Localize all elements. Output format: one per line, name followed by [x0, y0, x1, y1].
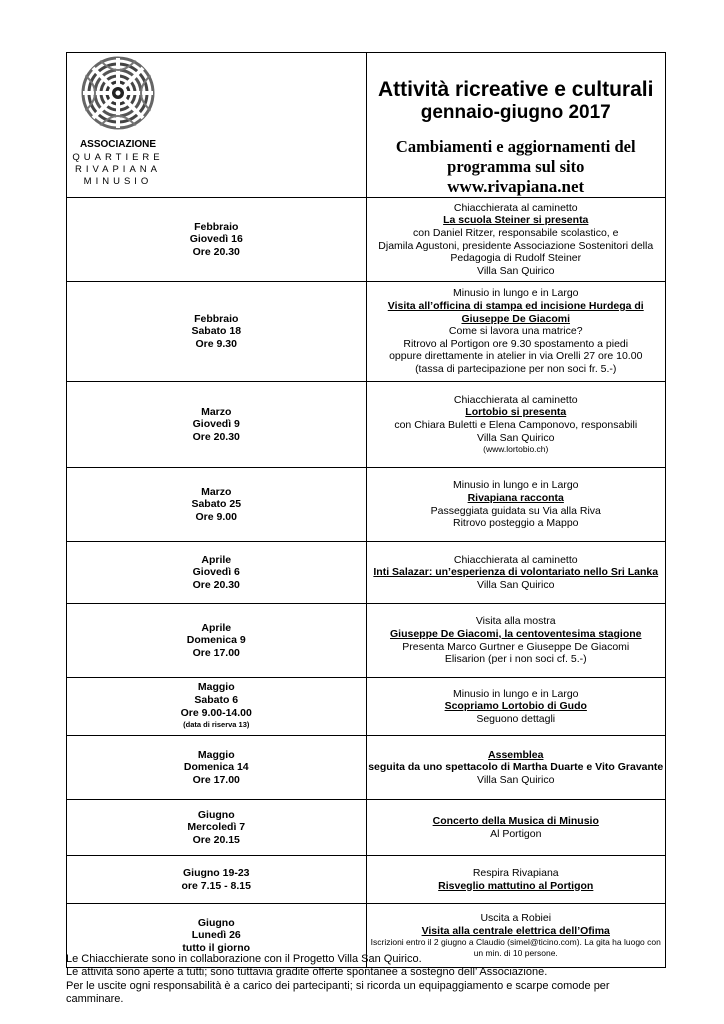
event-date-cell — [67, 282, 367, 382]
event-title: Inti Salazar: un’esperienza di volontariato nello Sri Lanka — [373, 566, 659, 579]
event-detail-line: oppure direttamente in atelier in via Orelli 27 ore 10.00 — [389, 350, 643, 363]
update-notice: Cambiamenti e aggiornamenti del programma sul sito — [395, 137, 636, 176]
event-detail-cell — [366, 382, 666, 468]
event-row — [67, 800, 666, 856]
association-line-quartiere: QUARTIERE — [72, 152, 164, 163]
header-row — [67, 53, 666, 198]
event-detail-cell — [366, 736, 666, 800]
event-detail-line: con Chiara Buletti e Elena Camponovo, responsabili — [394, 419, 638, 431]
event-date-line: Marzo — [201, 405, 232, 418]
event-detail-line: Ritrovo posteggio a Mappo — [453, 517, 579, 530]
event-detail-cell — [366, 198, 666, 282]
event-detail-cell — [366, 604, 666, 678]
event-detail-cell — [366, 542, 666, 604]
program-table — [66, 52, 666, 968]
event-detail-line: Come si lavora una matrice? — [448, 325, 583, 338]
event-date-line: Ore 17.00 — [192, 646, 240, 659]
event-title: Giuseppe De Giacomi, la centoventesima stagione — [390, 627, 642, 640]
event-date-line: Ore 9.00-14.00 — [180, 706, 252, 719]
event-detail-line: Minusio in lungo e in Largo — [453, 687, 579, 700]
event-date-line: Domenica 14 — [183, 761, 249, 774]
event-title: Lortobio si presenta — [465, 406, 567, 419]
association-line-rivapiana: RIVAPIANA — [75, 164, 161, 175]
event-date-line: ore 7.15 - 8.15 — [181, 879, 251, 892]
event-date-line: Ore 20.30 — [192, 430, 240, 443]
event-date-line: Giovedì 9 — [192, 418, 240, 431]
event-row — [67, 542, 666, 604]
event-detail-line: Chiacchierata al caminetto — [453, 553, 578, 566]
event-title: Visita alla centrale elettrica dell’Ofima — [421, 924, 610, 937]
event-detail-line: (tassa di partecipazione per non soci fr. 5.-) — [415, 362, 617, 375]
event-title: Concerto della Musica di Minusio — [432, 814, 599, 827]
event-date-line: Giovedì 6 — [192, 566, 240, 579]
event-row — [67, 468, 666, 542]
event-detail-line: Presenta Marco Gurtner e Giuseppe De Giacomi — [402, 640, 630, 653]
event-detail-line: Villa San Quirico — [477, 431, 555, 444]
association-line-minusio: MINUSIO — [83, 176, 153, 187]
event-date-line: Marzo — [201, 485, 232, 498]
event-detail-line: Elisarion (per i non soci cf. 5.-) — [444, 653, 587, 666]
event-title: Scopriamo Lortobio di Gudo — [444, 700, 587, 713]
event-date-line: Ore 20.30 — [192, 578, 240, 591]
event-row — [67, 856, 666, 904]
event-detail-line: Al Portigon — [490, 827, 542, 840]
website-link[interactable]: www.rivapiana.net — [447, 177, 585, 196]
logo-cell — [67, 53, 367, 198]
event-date-line: Mercoledì 7 — [187, 821, 246, 834]
event-detail-line: (www.lortobio.ch) — [483, 444, 549, 455]
page-subtitle: gennaio-giugno 2017 — [420, 102, 611, 123]
event-date-note: (data di riserva 13) — [183, 720, 250, 730]
event-date-cell — [67, 542, 367, 604]
event-title: Visita all’officina di stampa ed incisione Hurdega di Giuseppe De Giacomi — [387, 300, 644, 325]
footer-line: Le Chiacchierate sono in collaborazione con il Progetto Villa San Quirico. — [66, 953, 422, 965]
program-document — [66, 52, 666, 968]
event-date-cell — [67, 468, 367, 542]
event-date-line: Maggio — [197, 681, 235, 694]
title-cell — [366, 53, 666, 198]
event-title: Assemblea — [488, 748, 544, 761]
event-row — [67, 282, 666, 382]
event-row — [67, 198, 666, 282]
event-date-cell — [67, 382, 367, 468]
event-date-line: Febbraio — [194, 312, 239, 325]
event-detail-line: con Daniel Ritzer, responsabile scolastico, e — [413, 226, 619, 239]
footer-notes — [66, 953, 666, 1006]
event-date-cell — [67, 856, 367, 904]
event-detail-cell — [366, 856, 666, 904]
footer-line: Le attività sono aperte a tutti; sono tuttavia gradite offerte spontanee a sostegno dell’ Associazione. — [66, 966, 548, 979]
event-detail-line: Iscrizioni entro il 2 giugno a Claudio (simel@ticino.com). La gita ha luogo con un min. di 10 persone. — [370, 937, 661, 959]
event-date-line: Ore 9.30 — [195, 337, 237, 350]
association-name: ASSOCIAZIONE — [79, 139, 157, 150]
event-row — [67, 382, 666, 468]
event-row — [67, 736, 666, 800]
event-detail-line: Ritrovo al Portigon ore 9.30 spostamento a piedi — [403, 337, 629, 350]
event-detail-cell — [366, 678, 666, 736]
event-detail-line: Chiacchierata al caminetto — [453, 393, 578, 406]
event-detail-line: Chiacchierata al caminetto — [453, 201, 578, 214]
event-date-line: Giovedì 16 — [189, 233, 243, 246]
event-detail-line: Visita alla mostra — [475, 615, 556, 628]
event-date-line: Ore 20.15 — [192, 833, 240, 846]
event-date-line: Giugno — [197, 808, 235, 821]
event-date-line: Lunedì 26 — [191, 929, 241, 942]
event-title: Risveglio mattutino al Portigon — [438, 879, 594, 892]
event-date-line: Giugno 19-23 — [182, 866, 250, 879]
event-date-line: Ore 17.00 — [192, 773, 240, 786]
event-row — [67, 604, 666, 678]
event-detail-cell — [366, 800, 666, 856]
event-detail-line: Minusio in lungo e in Largo — [453, 479, 579, 492]
event-title: La scuola Steiner si presenta — [443, 214, 589, 227]
event-date-cell — [67, 800, 367, 856]
event-date-line: Sabato 6 — [194, 693, 239, 706]
event-detail-line: Respira Rivapiana — [472, 866, 559, 879]
event-date-line: Domenica 9 — [186, 634, 246, 647]
event-date-cell — [67, 678, 367, 736]
event-detail-line: Passeggiata guidata su Via alla Riva — [430, 504, 601, 517]
event-detail-line: Uscita a Robiei — [480, 911, 552, 924]
event-date-line: Giugno — [197, 916, 235, 929]
event-row — [67, 678, 666, 736]
event-detail-line: seguita da uno spettacolo di Martha Duarte e Vito Gravante — [368, 761, 664, 774]
event-detail-line: Seguono dettagli — [476, 712, 556, 725]
event-date-line: Febbraio — [194, 220, 239, 233]
event-date-cell — [67, 198, 367, 282]
event-detail-line: Minusio in lungo e in Largo — [453, 287, 579, 300]
event-detail-cell — [366, 282, 666, 382]
event-date-line: tutto il giorno — [182, 941, 251, 954]
page-title: Attività ricreative e culturali — [378, 78, 654, 101]
event-detail-cell — [366, 468, 666, 542]
event-date-line: Maggio — [197, 748, 235, 761]
event-date-line: Sabato 25 — [191, 498, 242, 511]
event-date-cell — [67, 604, 367, 678]
event-date-line: Aprile — [201, 621, 232, 634]
event-date-cell — [67, 736, 367, 800]
event-detail-line: Villa San Quirico — [477, 773, 555, 786]
event-date-line: Sabato 18 — [191, 325, 242, 338]
event-detail-line: Villa San Quirico — [477, 578, 555, 591]
event-date-line: Ore 20.30 — [192, 245, 240, 258]
event-date-line: Ore 9.00 — [195, 510, 237, 523]
footer-line: Per le uscite ogni responsabilità è a carico dei partecipanti; si ricorda un equipaggiamento e scarpe comode per camminare. — [66, 979, 610, 1005]
event-detail-line: Djamila Agustoni, presidente Associazione Sostenitori della Pedagogia di Rudolf Steiner — [378, 239, 654, 265]
association-logo-icon — [80, 55, 156, 131]
event-title: Rivapiana racconta — [467, 491, 564, 504]
event-detail-line: Villa San Quirico — [477, 264, 555, 277]
event-date-line: Aprile — [201, 553, 232, 566]
